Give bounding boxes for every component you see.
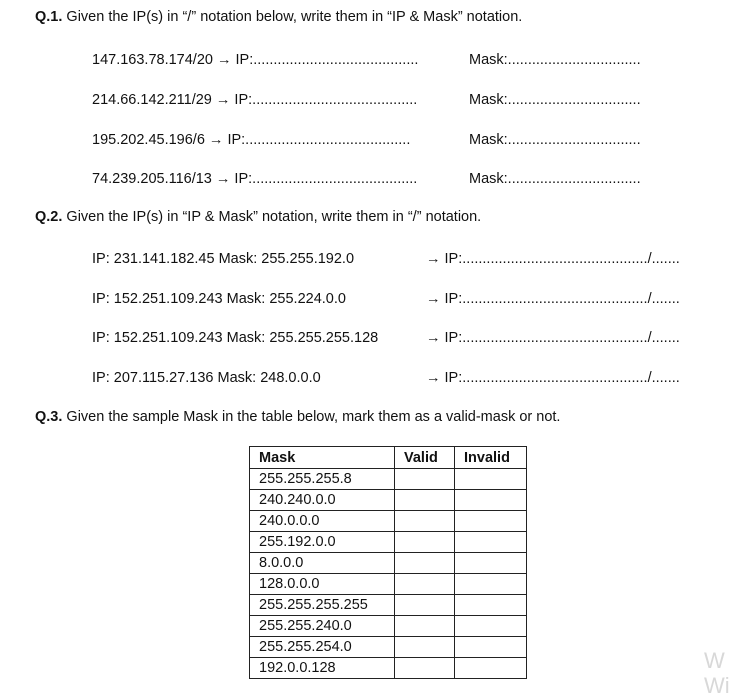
table-row: [250, 595, 527, 616]
valid-cell[interactable]: [395, 637, 455, 658]
mask-cell: 240.0.0.0: [250, 511, 395, 532]
q2-heading: [35, 209, 481, 225]
q1-heading: [35, 9, 522, 25]
invalid-cell[interactable]: [455, 658, 527, 679]
invalid-cell[interactable]: [455, 574, 527, 595]
q1-item-4: [92, 171, 417, 187]
q2-answer-blank[interactable]: → IP:............................................../.......: [426, 291, 680, 307]
q2-answer-blank[interactable]: → IP:............................................../.......: [426, 330, 680, 346]
q3-heading: [35, 409, 560, 425]
table-row: [250, 658, 527, 679]
invalid-cell[interactable]: [455, 490, 527, 511]
mask-cell: 128.0.0.0: [250, 574, 395, 595]
mask-cell: 192.0.0.128: [250, 658, 395, 679]
invalid-cell[interactable]: [455, 553, 527, 574]
mask-cell: 240.240.0.0: [250, 490, 395, 511]
table-row: [250, 511, 527, 532]
cidr-value: 74.239.205.116/13: [92, 171, 212, 187]
watermark-text: Wi: [704, 673, 730, 698]
table-row: [250, 490, 527, 511]
invalid-cell[interactable]: [455, 616, 527, 637]
valid-cell[interactable]: [395, 595, 455, 616]
invalid-cell[interactable]: [455, 532, 527, 553]
mask-cell: 8.0.0.0: [250, 553, 395, 574]
q2-answer-blank[interactable]: → IP:............................................../.......: [426, 251, 680, 267]
ip-blank[interactable]: → IP:.........................................: [216, 52, 419, 68]
q1-item-3: [92, 132, 410, 148]
q2-given: IP: 152.251.109.243 Mask: 255.255.255.128: [92, 330, 379, 346]
ip-blank[interactable]: → IP:.........................................: [215, 171, 418, 187]
q2-given: IP: 152.251.109.243 Mask: 255.224.0.0: [92, 291, 346, 307]
cidr-value: 195.202.45.196/6: [92, 132, 205, 148]
table-row: [250, 469, 527, 490]
table-header-row: [250, 447, 527, 469]
cidr-value: 214.66.142.211/29: [92, 92, 212, 108]
q1-number: Q.1.: [35, 9, 63, 25]
valid-cell[interactable]: [395, 616, 455, 637]
q1-text: Given the IP(s) in “/” notation below, write them in “IP & Mask” notation.: [62, 9, 523, 25]
mask-blank[interactable]: Mask:.................................: [469, 52, 641, 68]
mask-cell: 255.255.240.0: [250, 616, 395, 637]
valid-cell[interactable]: [395, 532, 455, 553]
table-row: [250, 532, 527, 553]
mask-cell: 255.192.0.0: [250, 532, 395, 553]
ip-blank[interactable]: → IP:.........................................: [215, 92, 418, 108]
header-valid: Valid: [395, 447, 455, 469]
mask-blank[interactable]: Mask:.................................: [469, 92, 641, 108]
valid-cell[interactable]: [395, 490, 455, 511]
q2-text: Given the IP(s) in “IP & Mask” notation, write them in “/” notation.: [62, 209, 482, 225]
q3-text: Given the sample Mask in the table below, mark them as a valid-mask or not.: [62, 409, 561, 425]
q2-given: IP: 207.115.27.136 Mask: 248.0.0.0: [92, 370, 321, 386]
valid-cell[interactable]: [395, 469, 455, 490]
q2-given: IP: 231.141.182.45 Mask: 255.255.192.0: [92, 251, 355, 267]
table-row: [250, 574, 527, 595]
header-invalid: Invalid: [455, 447, 527, 469]
q1-item-1: [92, 52, 418, 68]
valid-cell[interactable]: [395, 658, 455, 679]
header-mask: Mask: [250, 447, 395, 469]
watermark-text: W: [704, 648, 725, 673]
mask-cell: 255.255.254.0: [250, 637, 395, 658]
valid-cell[interactable]: [395, 553, 455, 574]
invalid-cell[interactable]: [455, 637, 527, 658]
ip-blank[interactable]: → IP:.........................................: [208, 132, 411, 148]
mask-cell: 255.255.255.8: [250, 469, 395, 490]
table-row: [250, 616, 527, 637]
valid-cell[interactable]: [395, 511, 455, 532]
mask-blank[interactable]: Mask:.................................: [469, 132, 641, 148]
cidr-value: 147.163.78.174/20: [92, 52, 213, 68]
mask-blank[interactable]: Mask:.................................: [469, 171, 641, 187]
q2-answer-blank[interactable]: → IP:............................................../.......: [426, 370, 680, 386]
table-row: [250, 553, 527, 574]
q3-number: Q.3.: [35, 409, 63, 425]
invalid-cell[interactable]: [455, 511, 527, 532]
mask-table: [249, 446, 527, 679]
table-row: [250, 637, 527, 658]
invalid-cell[interactable]: [455, 469, 527, 490]
valid-cell[interactable]: [395, 574, 455, 595]
invalid-cell[interactable]: [455, 595, 527, 616]
mask-cell: 255.255.255.255: [250, 595, 395, 616]
q2-number: Q.2.: [35, 209, 63, 225]
q1-item-2: [92, 92, 417, 108]
